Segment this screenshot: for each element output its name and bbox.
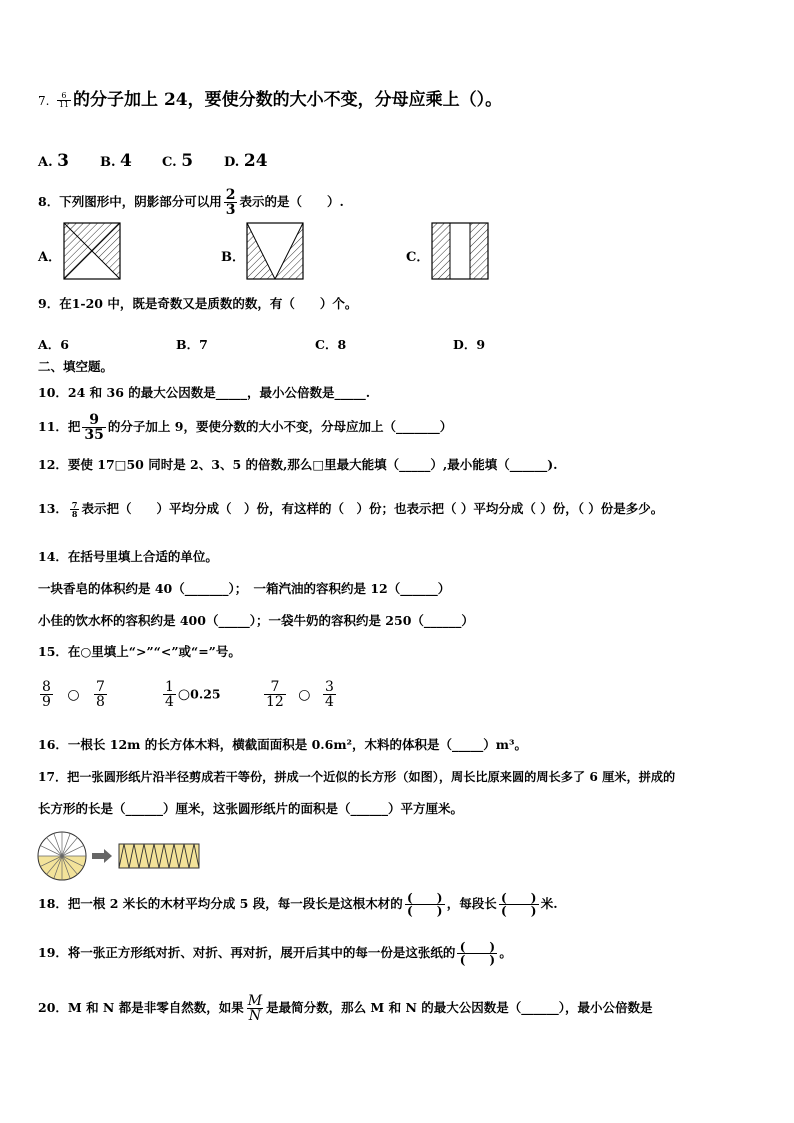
option-d[interactable]: D. 24 [224, 151, 268, 171]
question-10: 10．24 和 36 的最大公因数是_____，最小公倍数是_____. [38, 385, 371, 400]
option-a[interactable]: A. 3 [38, 151, 69, 171]
option-b[interactable]: B. 4 [100, 151, 132, 171]
question-7 [38, 92, 502, 109]
fraction: $\frac{M}{N}$ [247, 993, 263, 1024]
question-19: 19．将一张正方形纸对折、对折、再对折，展开后其中的每一份是这张纸的 $\frac{( )}{( )}$ 。 [38, 940, 512, 967]
question-17-line-2: 长方形的长是（______）厘米，这张圆形纸片的面积是（______）平方厘米。 [38, 801, 464, 816]
compare-circle[interactable]: ○ [298, 686, 311, 703]
option-b[interactable]: B．7 [176, 337, 208, 352]
fraction: $\frac{2}{3}$ [225, 187, 236, 218]
compare-circle[interactable]: ○ [67, 686, 80, 703]
question-20: 20．M 和 N 都是非零自然数，如果 $\frac{M}{N}$ 是最简分数，那么 M 和 N 的最大公因数是（______），最小公倍数是 [38, 993, 653, 1024]
section-heading: 二、填空题。 [38, 359, 114, 374]
question-15: 15．在○里填上“>”“<”或“=”号。 [38, 644, 241, 659]
compare-circle[interactable]: ○ [177, 686, 191, 703]
question-18: 18．把一根 2 米长的木材平均分成 5 段，每一段长是这根木材的 $\frac{( )}{( )}$ ，每段长 $\frac{( )}{( )}$ 米. [38, 891, 558, 918]
blank-fraction[interactable]: $\frac{( )}{( )}$ [499, 892, 539, 917]
comparison-2: $\frac{1}{4}$ ○0.25 [165, 679, 221, 710]
question-8: 8．下列图形中，阴影部分可以用 $\frac{2}{3}$ 表示的是（ ）. [38, 187, 344, 218]
figure-c-striped-square[interactable] [431, 222, 489, 280]
option-a[interactable]: A．6 [38, 337, 69, 352]
fraction: $\frac{7}{8}$ [71, 500, 78, 519]
circle-to-rectangle-figure [36, 830, 202, 882]
figure-b-triangle-square[interactable] [246, 222, 304, 280]
question-9: 9．在1-20 中，既是奇数又是质数的数，有（ ）个。 [38, 296, 358, 311]
question-11: 11．把 $\frac{9}{35}$ 的分子加上 9，要使分数的大小不变，分母应加上（_______） [38, 412, 453, 443]
option-b-label[interactable]: B． [221, 250, 245, 265]
figure-a-diagonal-square[interactable] [63, 222, 121, 280]
comparison-3 [262, 680, 338, 709]
blank-fraction[interactable]: $\frac{( )}{( )}$ [405, 892, 445, 917]
question-13: 13． $\frac{7}{8}$ 表示把（ ）平均分成（ ）份，有这样的（ ）份；也表示把（ ）平均分成（ ）份，（ ）份是多少。 [38, 500, 664, 519]
question-17-line-1: 17．把一张圆形纸片沿半径剪成若干等份，拼成一个近似的长方形（如图），周长比原来圆的周长多了 6 厘米，拼成的 [38, 770, 676, 784]
comparison-1 [38, 680, 109, 709]
fraction: $\frac{3}{4}$ [324, 679, 334, 710]
question-14-line-2: 小佳的饮水杯的容积约是 400（_____）；一袋牛奶的容积约是 250（______） [38, 613, 474, 628]
fraction: $\frac{7}{12}$ [266, 679, 284, 710]
fraction: $\frac{7}{8}$ [96, 679, 105, 710]
question-16: 16．一根长 12m 的长方体木料，横截面面积是 0.6m²，木料的体积是（_____）m³。 [38, 737, 527, 752]
option-c[interactable]: C．8 [315, 337, 347, 352]
option-d[interactable]: D．9 [453, 337, 486, 352]
option-a-label[interactable]: A． [38, 250, 62, 265]
fraction: $\frac{6}{11}$ [58, 91, 70, 109]
fraction: $\frac{9}{35}$ [84, 412, 104, 443]
fraction: $\frac{1}{4}$ [165, 679, 174, 710]
question-14: 14．在括号里填上合适的单位。 [38, 549, 218, 564]
question-12: 12．要使 17□50 同时是 2、3、5 的倍数,那么□里最大能填（_____）,最小能填（______). [38, 457, 558, 472]
option-c-label[interactable]: C． [406, 250, 430, 265]
question-14-line-1: 一块香皂的体积约是 40（_______）； 一箱汽油的容积约是 12（______） [38, 581, 451, 596]
blank-fraction[interactable]: $\frac{( )}{( )}$ [457, 941, 497, 966]
question-number: 7. [38, 94, 50, 108]
fraction: $\frac{8}{9}$ [42, 679, 51, 710]
question-text: 的分子加上 24，要使分数的大小不变，分母应乘上（）。 [73, 90, 503, 110]
option-c[interactable]: C. 5 [162, 151, 194, 171]
